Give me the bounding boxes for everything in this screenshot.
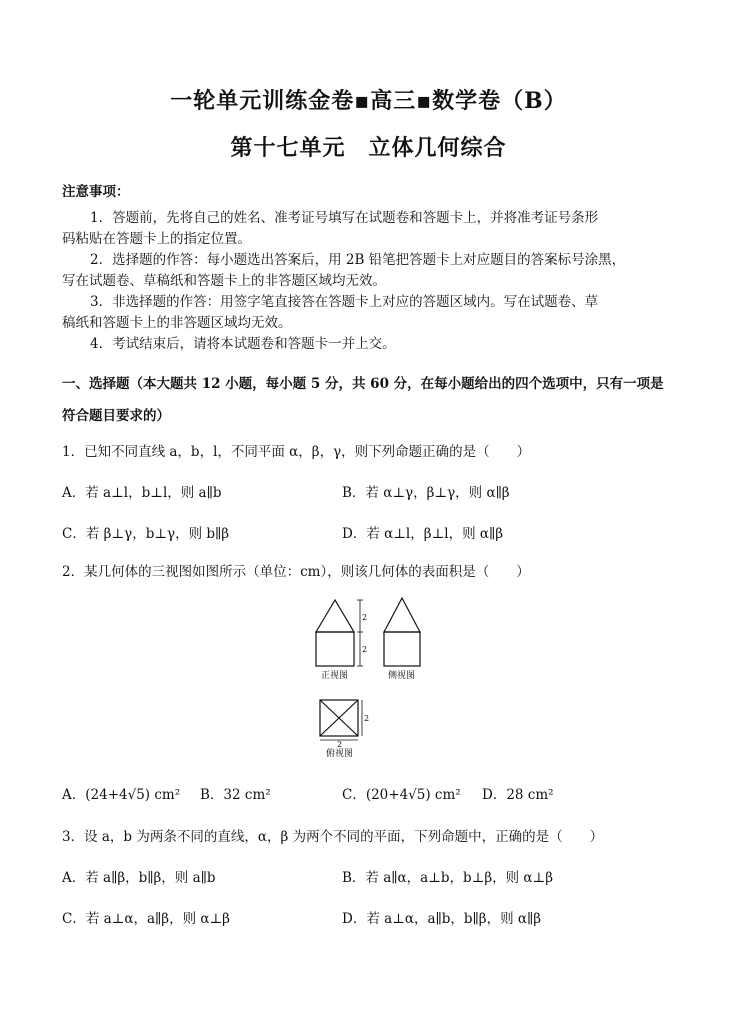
option-a: A．若 a⊥l，b⊥l，则 a∥b bbox=[62, 485, 222, 501]
notice-line: 3．非选择题的作答：用签字笔直接答在答题卡上对应的答题区域内。写在试题卷、草 bbox=[90, 294, 599, 310]
option-b: B．32 cm² bbox=[200, 787, 271, 803]
three-view-figure bbox=[300, 590, 440, 760]
section-heading: 一、选择题（本大题共 12 小题，每小题 5 分，共 60 分，在每小题给出的四个选项中，只有一项是 bbox=[62, 376, 664, 392]
top-view bbox=[320, 700, 358, 736]
unit-subtitle: 第十七单元 立体几何综合 bbox=[230, 135, 507, 161]
option-b: B．若 α⊥γ，β⊥γ，则 α∥β bbox=[342, 485, 510, 501]
notice-line: 码粘贴在答题卡上的指定位置。 bbox=[62, 231, 251, 247]
option-a: A．若 a∥β，b∥β，则 a∥b bbox=[62, 870, 216, 886]
question-stem: 1．已知不同直线 a，b，l，不同平面 α，β，γ，则下列命题正确的是（ ） bbox=[62, 444, 531, 460]
front-dimension bbox=[357, 600, 363, 666]
option-d: D．若 a⊥α，a∥b，b∥β，则 α∥β bbox=[342, 911, 542, 927]
side-view bbox=[384, 598, 420, 666]
section-heading-cont: 符合题目要求的） bbox=[62, 408, 170, 424]
side-view-label: 侧视图 bbox=[388, 671, 416, 681]
dim-label: 2 bbox=[362, 613, 368, 622]
option-c: C．若 β⊥γ，b⊥γ，则 b∥β bbox=[62, 526, 230, 542]
option-a: A．(24+4√5) cm² bbox=[62, 787, 181, 803]
front-view bbox=[316, 600, 354, 666]
dim-label: 2 bbox=[364, 714, 370, 723]
notice-line: 1．答题前，先将自己的姓名、准考证号填写在试题卷和答题卡上，并将准考证号条形 bbox=[90, 210, 599, 226]
option-c: C．若 a⊥α，a∥β，则 α⊥β bbox=[62, 911, 230, 927]
front-view-label: 正视图 bbox=[321, 671, 349, 681]
option-b: B．若 a∥α，a⊥b，b⊥β，则 α⊥β bbox=[342, 870, 554, 886]
notice-line: 稿纸和答题卡上的非答题区域均无效。 bbox=[62, 315, 292, 331]
notice-line: 写在试题卷、草稿纸和答题卡上的非答题区域均无效。 bbox=[62, 273, 386, 289]
dim-label: 2 bbox=[337, 740, 343, 749]
option-c: C．(20+4√5) cm² bbox=[342, 787, 461, 803]
notice-line: 2．选择题的作答：每小题选出答案后，用 2B 铅笔把答题卡上对应题目的答案标号涂黑， bbox=[90, 252, 626, 268]
dim-label: 2 bbox=[362, 645, 368, 654]
question-stem: 2．某几何体的三视图如图所示（单位：cm），则该几何体的表面积是（ ） bbox=[62, 564, 530, 580]
notice-heading: 注意事项： bbox=[62, 184, 130, 200]
page-title: 一轮单元训练金卷▪高三▪数学卷（B） bbox=[170, 88, 567, 114]
notice-line: 4．考试结束后，请将本试题卷和答题卡一并上交。 bbox=[90, 336, 396, 352]
question-stem: 3．设 a，b 为两条不同的直线，α，β 为两个不同的平面，下列命题中，正确的是（ ） bbox=[62, 829, 604, 845]
option-d: D．若 α⊥l，β⊥l，则 α∥β bbox=[342, 526, 504, 542]
option-d: D．28 cm² bbox=[482, 787, 554, 803]
top-view-label: 俯视图 bbox=[326, 749, 354, 759]
